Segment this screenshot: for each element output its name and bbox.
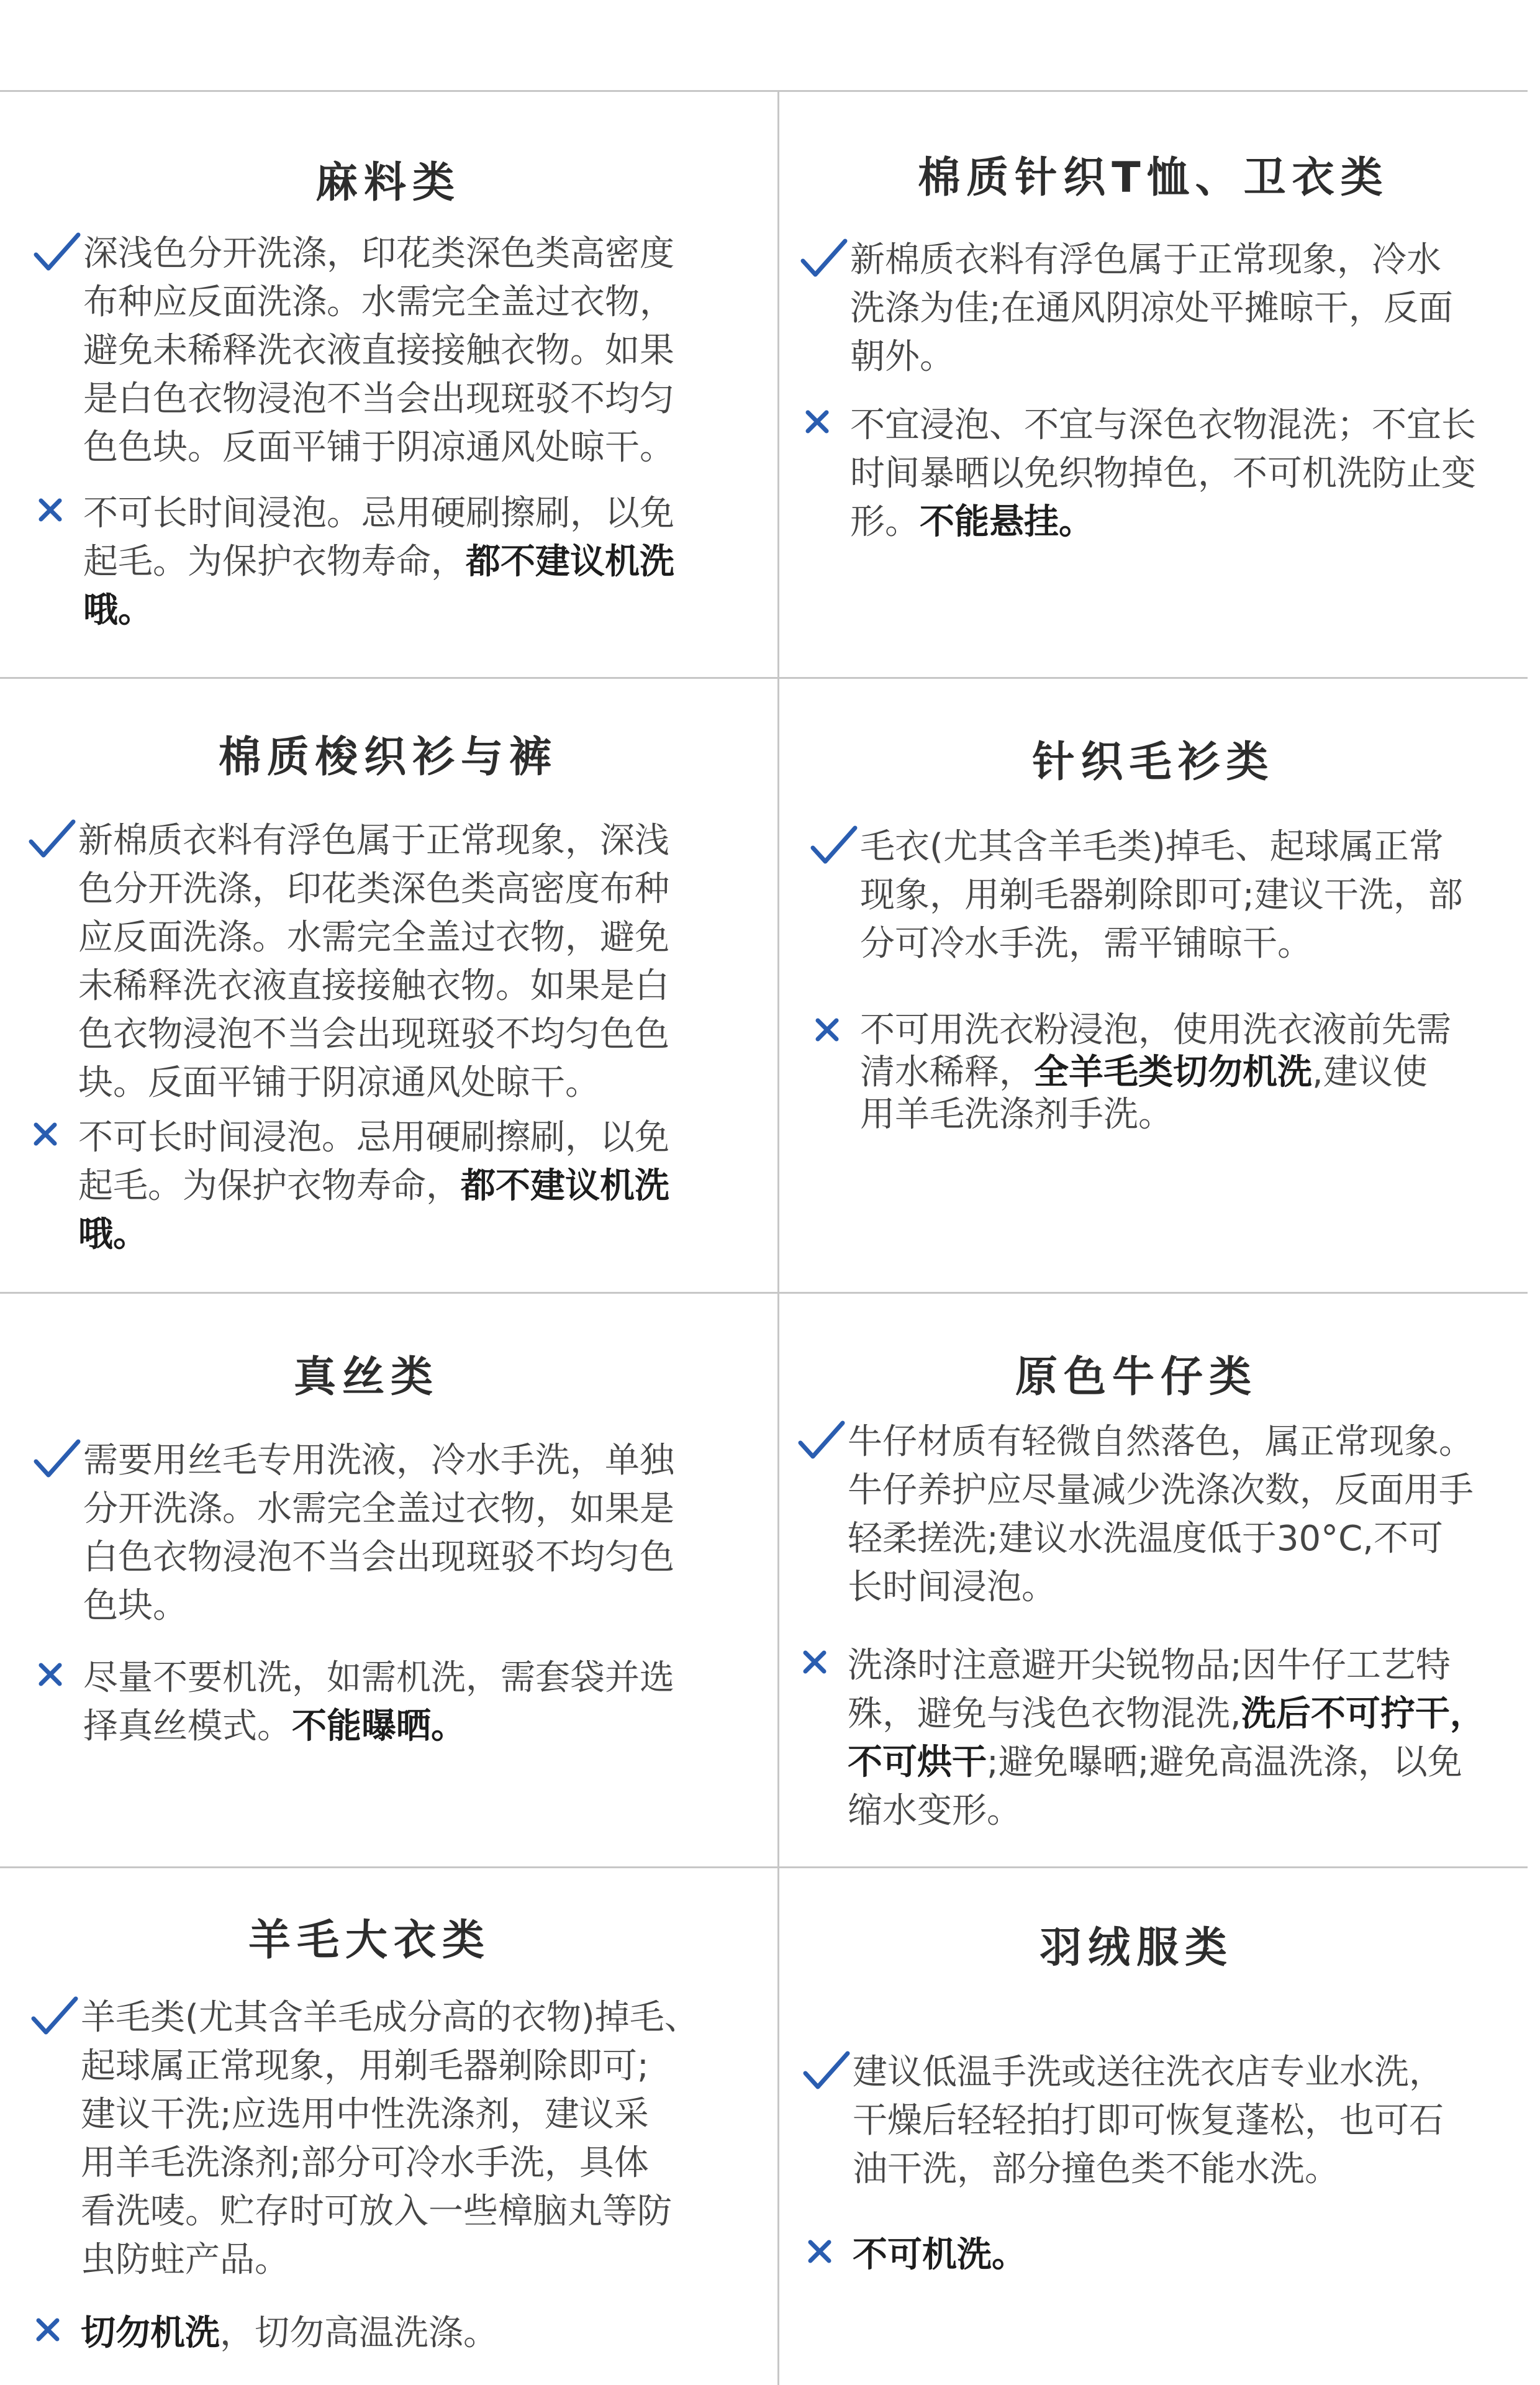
care-card-wool-coat xyxy=(0,1868,776,2385)
check-icon xyxy=(32,230,82,279)
do-text: 新棉质衣料有浮色属于正常现象，深浅 色分开洗涤，印花类深色类高密度布种 应反面洗涤。水需完全盖过衣物，避免 未稀释洗衣液直接接触衣物。如果是白 色衣物浸泡不当会出现斑驳不均匀色色 块。反面平铺于阴凉通风处晾干。 xyxy=(78,820,669,1103)
dont-text-bold: 切勿机洗 xyxy=(81,2313,220,2353)
dont-text-plain: 不可长时间浸泡。忌用硬刷擦刷，以免 起毛。为保护衣物寿命， xyxy=(83,493,674,582)
cross-icon xyxy=(27,1114,77,1163)
dont-text xyxy=(850,401,1533,547)
cross-icon xyxy=(32,489,82,539)
check-icon xyxy=(799,236,849,286)
do-text: 深浅色分开洗涤，印花类深色类高密度 布种应反面洗涤。水需完全盖过衣物， 避免未稀释洗衣液直接接触衣物。如果 是白色衣物浸泡不当会出现斑驳不均匀 色色块。反面平铺于阴凉通风处晾干。 xyxy=(83,234,674,468)
dont-text-tail: ;避免曝晒;避免高温洗涤，以免 缩水变形。 xyxy=(848,1742,1462,1831)
care-card-cotton-woven xyxy=(0,679,776,1291)
cross-icon xyxy=(30,2309,79,2359)
care-card-down-jacket xyxy=(779,1868,1528,2385)
care-card-raw-denim xyxy=(779,1294,1528,1865)
check-icon xyxy=(27,817,77,866)
dont-text-plain: 不可用洗衣粉浸泡，使用洗衣液前先需 清水稀释， xyxy=(860,1010,1451,1093)
do-text: 需要用丝毛专用洗液，冷水手洗，单独 分开洗涤。水需完全盖过衣物，如果是 白色衣物浸泡不当会出现斑驳不均匀色 色块。 xyxy=(83,1440,674,1626)
dont-text-tail: ,建议使 用羊毛洗涤剂手洗。 xyxy=(860,1052,1428,1135)
dont-text xyxy=(848,1642,1531,1835)
dont-text-tail: ，切勿高温洗涤。 xyxy=(220,2313,498,2353)
check-icon xyxy=(802,2048,851,2098)
dont-text xyxy=(83,1654,766,1751)
card-title: 棉质梭织衫与裤 xyxy=(218,733,558,782)
dont-text-bold: 洗后不可拧干， 不可烘干 xyxy=(848,1694,1485,1783)
dont-text-plain: 不可长时间浸泡。忌用硬刷擦刷，以免 起毛。为保护衣物寿命， xyxy=(78,1117,669,1206)
dont-text-plain: 洗涤时注意避开尖锐物品;因牛仔工艺特 殊，避免与浅色衣物混洗, xyxy=(848,1645,1451,1734)
card-title: 羽绒服类 xyxy=(1039,1924,1233,1973)
do-text: 毛衣(尤其含羊毛类)掉毛、起球属正常 现象，用剃毛器剃除即可;建议干洗，部 分可冷水手洗，需平铺晾干。 xyxy=(860,827,1463,964)
card-title: 羊毛大衣类 xyxy=(248,1916,491,1965)
cross-icon xyxy=(32,1654,82,1704)
dont-text-bold: 不能悬挂。 xyxy=(920,502,1094,542)
dont-text-plain: 尽量不要机洗，如需机洗，需套袋并选 择真丝模式。 xyxy=(83,1658,674,1747)
check-icon xyxy=(809,823,859,873)
cross-icon xyxy=(802,2231,851,2281)
dont-text xyxy=(83,489,766,635)
check-icon xyxy=(32,1437,82,1486)
care-card-linen xyxy=(0,92,776,676)
do-text: 新棉质衣料有浮色属于正常现象，冷水 洗涤为佳;在通风阴凉处平摊晾干，反面 朝外。 xyxy=(850,240,1453,377)
care-card-silk xyxy=(0,1294,776,1865)
cross-icon xyxy=(799,401,849,451)
dont-text xyxy=(78,1114,761,1259)
cross-icon xyxy=(809,1009,859,1059)
care-card-knit-sweater xyxy=(779,679,1528,1291)
care-card-cotton-knit xyxy=(779,92,1528,676)
card-title: 棉质针织T恤、卫衣类 xyxy=(918,153,1389,202)
do-text: 牛仔材质有轻微自然落色，属正常现象。 牛仔养护应尽量减少洗涤次数，反面用手 轻柔搓洗;建议水洗温度低于30°C,不可 长时间浸泡。 xyxy=(848,1422,1474,1607)
do-text: 羊毛类(尤其含羊毛成分高的衣物)掉毛、 起球属正常现象，用剃毛器剃除即可; 建议干洗;应选用中性洗涤剂，建议采 用羊毛洗涤剂;部分可冷水手洗，具体 看洗唛。贮存时可放入一些樟脑丸等防 虫防蛀产品。 xyxy=(81,1997,699,2280)
dont-text-bold: 都不建议机洗 哦。 xyxy=(78,1166,669,1255)
dont-text xyxy=(81,2309,764,2358)
card-title: 针织毛衫类 xyxy=(1032,738,1275,787)
dont-text-bold: 不可机洗。 xyxy=(853,2235,1026,2275)
card-title: 麻料类 xyxy=(315,158,461,207)
dont-text xyxy=(860,1009,1540,1136)
check-icon xyxy=(30,1994,79,2043)
dont-text-bold: 都不建议机洗 哦。 xyxy=(83,542,674,630)
do-text: 建议低温手洗或送往洗衣店专业水洗， 干燥后轻轻拍打即可恢复蓬松，也可石 油干洗，部分撞色类不能水洗。 xyxy=(853,2052,1444,2189)
card-title: 真丝类 xyxy=(293,1353,439,1402)
dont-text-bold: 全羊毛类切勿机洗 xyxy=(1034,1052,1312,1093)
dont-text xyxy=(853,2231,1536,2279)
card-title: 原色牛仔类 xyxy=(1015,1353,1257,1402)
dont-text-plain: 不宜浸泡、不宜与深色衣物混洗；不宜长 时间暴晒以免织物掉色，不可机洗防止变 形。 xyxy=(850,405,1476,542)
dont-text-bold: 不能曝晒。 xyxy=(292,1706,466,1747)
cross-icon xyxy=(797,1642,846,1691)
check-icon xyxy=(797,1418,846,1468)
